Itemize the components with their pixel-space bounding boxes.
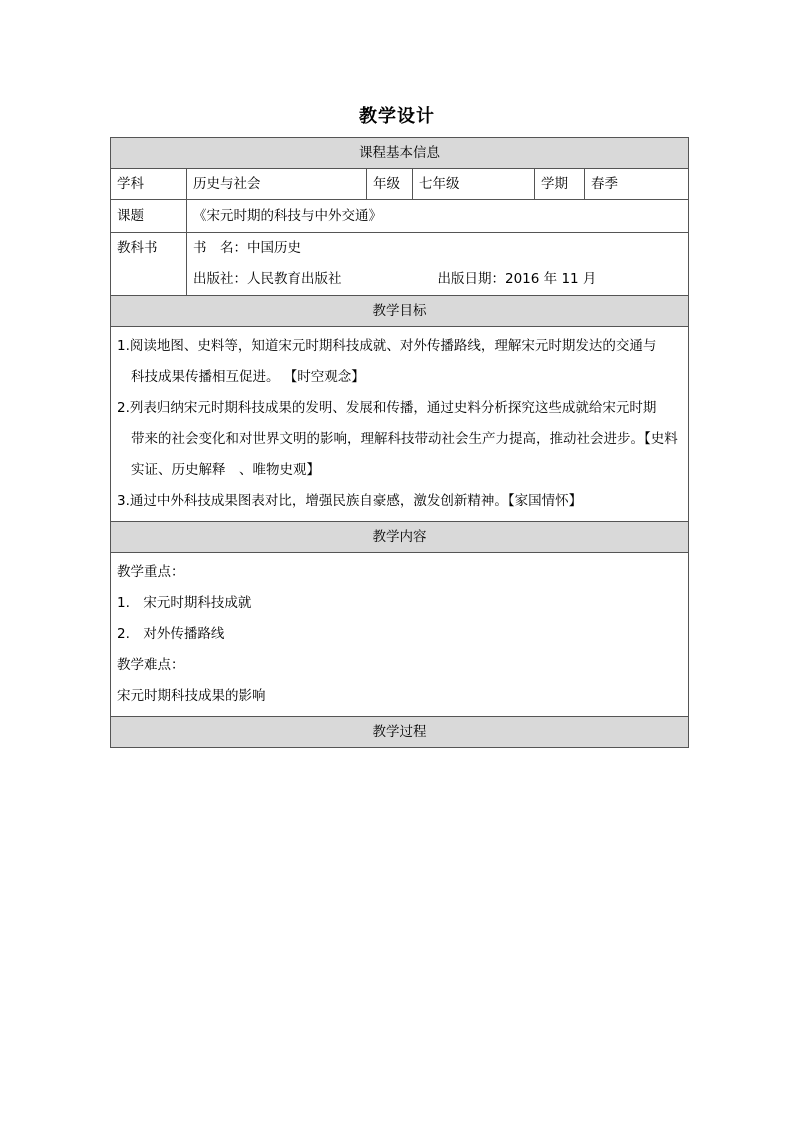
publisher: 出版社：人民教育出版社 (193, 271, 342, 287)
textbook-row (111, 233, 689, 296)
textbook-label: 教科书 (111, 233, 187, 296)
topic-label: 课题 (111, 200, 187, 233)
content-header: 教学内容 (111, 522, 689, 553)
topic-row (111, 200, 689, 233)
grade-label: 年级 (367, 169, 413, 200)
publish-date: 出版日期：2016 年 11 月 (437, 271, 597, 287)
term-value: 春季 (585, 169, 689, 200)
document-title: 教学设计 (359, 106, 435, 127)
key-points-label: 教学重点： (117, 564, 185, 580)
objective-item (117, 393, 682, 486)
subject-label: 学科 (111, 169, 187, 200)
objective-item (117, 486, 682, 517)
basic-info-header: 课程基本信息 (111, 138, 689, 169)
difficulty-item: 宋元时期科技成果的影响 (117, 688, 266, 704)
objective-continuation: 科技成果传播相互促进。 【时空观念】 (131, 369, 365, 385)
basic-info-header-row (111, 138, 689, 169)
objectives-header: 教学目标 (111, 296, 689, 327)
objectives-header-row (111, 296, 689, 327)
lesson-plan-table (110, 137, 689, 748)
objective-first-line: 1.阅读地图、史料等，知道宋元时期科技成就、对外传播路线，理解宋元时期发达的交通与 (117, 338, 657, 354)
objectives-row (111, 327, 689, 522)
process-header-row (111, 717, 689, 748)
objectives-list (111, 327, 689, 522)
subject-value: 历史与社会 (187, 169, 367, 200)
objective-first-line: 3.通过中外科技成果图表对比，增强民族自豪感，激发创新精神。【家国情怀】 (117, 493, 583, 509)
topic-value: 《宋元时期的科技与中外交通》 (187, 200, 689, 233)
objective-item (117, 331, 682, 393)
subject-row (111, 169, 689, 200)
difficulty-label: 教学难点： (117, 657, 185, 673)
key-point-item: 2. 对外传播路线 (117, 626, 225, 642)
grade-value: 七年级 (413, 169, 535, 200)
content-header-row (111, 522, 689, 553)
term-label: 学期 (535, 169, 585, 200)
objective-continuation: 带来的社会变化和对世界文明的影响，理解科技带动社会生产力提高，推动社会进步。【史料实证、历史解释 、唯物史观】 (131, 431, 678, 478)
textbook-info (187, 233, 689, 296)
book-name: 书 名：中国历史 (193, 240, 301, 256)
publisher-line (187, 264, 688, 295)
content-row (111, 553, 689, 717)
key-point-item: 1. 宋元时期科技成就 (117, 595, 252, 611)
content-list (111, 553, 689, 717)
process-header: 教学过程 (111, 717, 689, 748)
objective-first-line: 2.列表归纳宋元时期科技成果的发明、发展和传播，通过史料分析探究这些成就给宋元时期 (117, 400, 657, 416)
